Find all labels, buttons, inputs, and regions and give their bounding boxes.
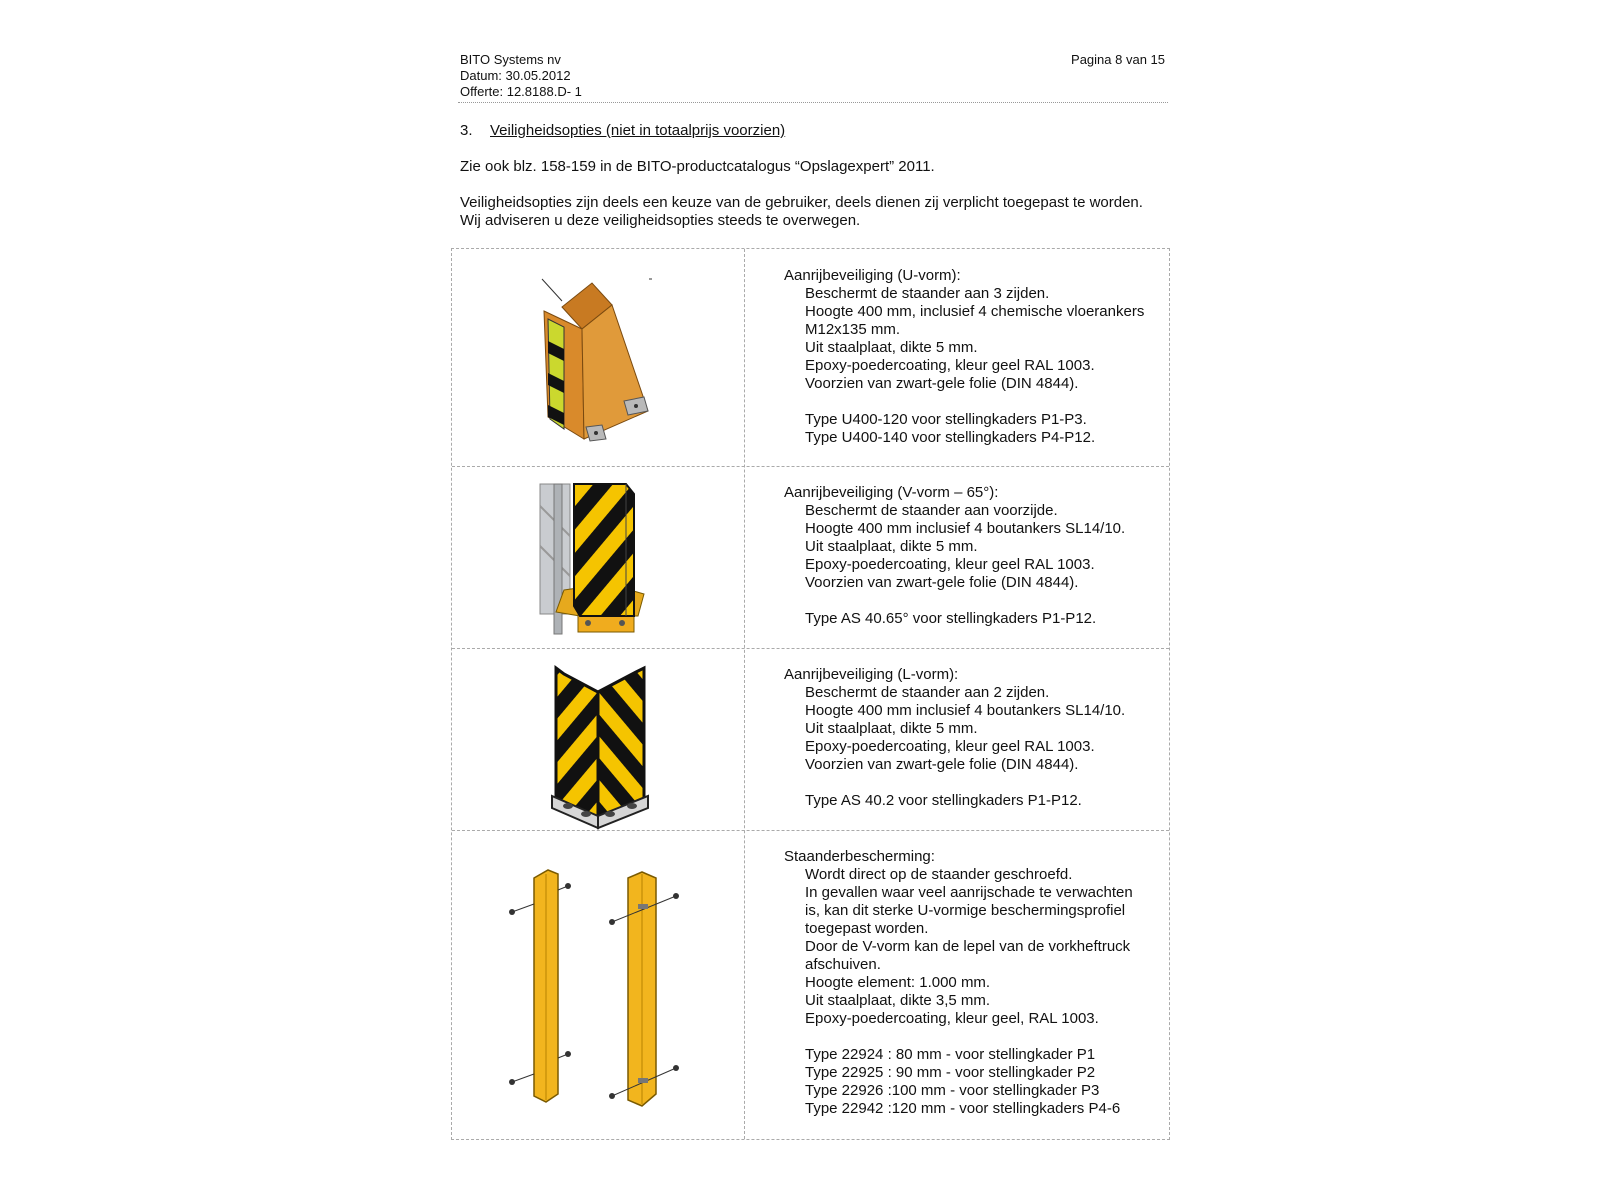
- section-number: 3.: [460, 122, 473, 139]
- option-line: Wordt direct op de staander geschroefd.: [805, 866, 1073, 883]
- option-line: toegepast worden.: [805, 920, 929, 937]
- upright-protector-description: [784, 848, 1133, 1118]
- option-line: Hoogte 400 mm, inclusief 4 chemische vloerankers: [805, 303, 1145, 320]
- option-type: Type U400-140 voor stellingkaders P4-P12.: [805, 429, 1096, 446]
- section-heading: [460, 122, 785, 139]
- option-line: Hoogte element: 1.000 mm.: [805, 974, 991, 991]
- option-line: Uit staalplaat, dikte 5 mm.: [805, 720, 978, 737]
- u-shaped-guard-icon: [452, 249, 744, 466]
- option-line: Epoxy-poedercoating, kleur geel RAL 1003.: [805, 738, 1095, 755]
- option-title: Aanrijbeveiliging (U-vorm):: [784, 267, 961, 284]
- section-title: Veiligheidsopties (niet in totaalprijs voorzien): [490, 122, 786, 139]
- option-line: Uit staalplaat, dikte 5 mm.: [805, 339, 978, 356]
- company-name: BITO Systems nv: [460, 52, 561, 67]
- option-line: Beschermt de staander aan voorzijde.: [805, 502, 1058, 519]
- upright-protector-icon: [452, 830, 744, 1141]
- option-type: Type 22926 :100 mm - voor stellingkader P3: [805, 1082, 1100, 1099]
- option-type: Type U400-120 voor stellingkaders P1-P3.: [805, 411, 1087, 428]
- option-title: Aanrijbeveiliging (V-vorm – 65°):: [784, 484, 999, 501]
- option-line: is, kan dit sterke U-vormige beschermingsprofiel: [805, 902, 1126, 919]
- option-line: In gevallen waar veel aanrijschade te verwachten: [805, 884, 1133, 901]
- v-shape-image-cell: [452, 466, 744, 648]
- intro-line-1: Veiligheidsopties zijn deels een keuze van de gebruiker, deels dienen zij verplicht toegepast te worden.: [460, 194, 1143, 211]
- option-title: Aanrijbeveiliging (L-vorm):: [784, 666, 959, 683]
- safety-options-table: [451, 248, 1170, 1140]
- l-shape-image-cell: [452, 648, 744, 830]
- option-line: Voorzien van zwart-gele folie (DIN 4844).: [805, 375, 1079, 392]
- document-date: Datum: 30.05.2012: [460, 68, 571, 83]
- v-shaped-guard-icon: [452, 466, 744, 648]
- option-line: M12x135 mm.: [805, 321, 901, 338]
- header-divider: [458, 102, 1168, 103]
- offer-number: Offerte: 12.8188.D- 1: [460, 84, 582, 99]
- document-header: [460, 52, 582, 100]
- l-shape-description: [784, 666, 1125, 810]
- spacer: [784, 592, 1125, 610]
- option-line: Door de V-vorm kan de lepel van de vorkheftruck: [805, 938, 1131, 955]
- option-line: Hoogte 400 mm inclusief 4 boutankers SL14/10.: [805, 520, 1126, 537]
- option-line: afschuiven.: [805, 956, 881, 973]
- intro-line-2: Wij adviseren u deze veiligheidsopties steeds te overwegen.: [460, 212, 861, 229]
- option-line: Uit staalplaat, dikte 3,5 mm.: [805, 992, 991, 1009]
- l-shaped-guard-icon: [452, 648, 744, 830]
- option-line: Uit staalplaat, dikte 5 mm.: [805, 538, 978, 555]
- u-shape-description: [784, 267, 1144, 447]
- option-line: Epoxy-poedercoating, kleur geel, RAL 1003.: [805, 1010, 1099, 1027]
- upright-protector-image-cell: [452, 830, 744, 1141]
- spacer: [784, 393, 1144, 411]
- spacer: [784, 1028, 1133, 1046]
- option-line: Hoogte 400 mm inclusief 4 boutankers SL14/10.: [805, 702, 1126, 719]
- option-line: Epoxy-poedercoating, kleur geel RAL 1003.: [805, 357, 1095, 374]
- option-type: Type AS 40.2 voor stellingkaders P1-P12.: [805, 792, 1082, 809]
- u-shape-image-cell: [452, 249, 744, 466]
- v-shape-description: [784, 484, 1125, 628]
- option-line: Beschermt de staander aan 2 zijden.: [805, 684, 1050, 701]
- intro-paragraph: [460, 194, 1143, 230]
- option-line: Beschermt de staander aan 3 zijden.: [805, 285, 1050, 302]
- option-type: Type 22925 : 90 mm - voor stellingkader P2: [805, 1064, 1096, 1081]
- option-type: Type 22924 : 80 mm - voor stellingkader P1: [805, 1046, 1096, 1063]
- option-type: Type AS 40.65° voor stellingkaders P1-P12.: [805, 610, 1097, 627]
- page-number: Pagina 8 van 15: [1071, 52, 1165, 67]
- option-line: Epoxy-poedercoating, kleur geel RAL 1003.: [805, 556, 1095, 573]
- option-line: Voorzien van zwart-gele folie (DIN 4844).: [805, 756, 1079, 773]
- option-line: Voorzien van zwart-gele folie (DIN 4844).: [805, 574, 1079, 591]
- table-column-divider: [744, 249, 745, 1139]
- option-type: Type 22942 :120 mm - voor stellingkaders P4-6: [805, 1100, 1121, 1117]
- intro-catalog-reference: Zie ook blz. 158-159 in de BITO-productcatalogus “Opslagexpert” 2011.: [460, 158, 935, 175]
- option-title: Staanderbescherming:: [784, 848, 935, 865]
- spacer: [784, 774, 1125, 792]
